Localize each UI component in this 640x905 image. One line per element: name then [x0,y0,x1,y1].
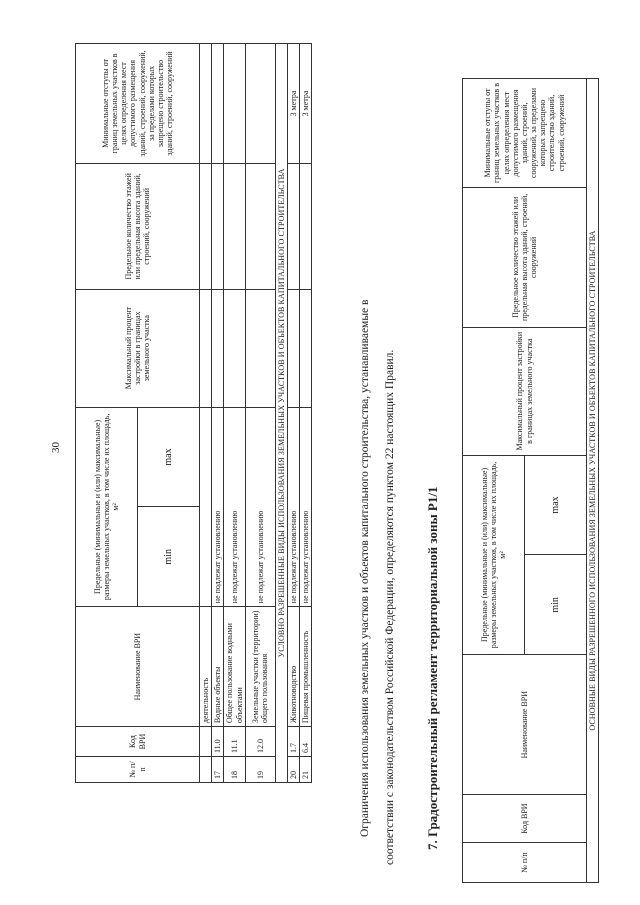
header-min: min [525,555,587,655]
header-floors: Предельное количество этажей или предельная высота зданий, строений, сооружений [463,187,587,327]
section-heading: 7. Градостроительный регламент территориальной зоны Р1/1 [425,486,440,850]
continuation-cell: деятельность [200,607,212,727]
section-conditional: УСЛОВНО РАЗРЕШЕННЫЕ ВИДЫ ИСПОЛЬЗОВАНИЯ ЗЕМЕЛЬНЫХ УЧАСТКОВ И ОБЪЕКТОВ КАПИТАЛЬНОГО СТРОИТЕЛЬСТВА [275,44,287,783]
table-row: 18 11.1 Общее пользование водными объектами не подлежат установлению [224,44,245,783]
header-num: № п/п [463,843,587,883]
section-main: ОСНОВНЫЕ ВИДЫ РАЗРЕШЕННОГО ИСПОЛЬЗОВАНИЯ ЗЕМЕЛЬНЫХ УЧАСТКОВ И ОБЪЕКТОВ КАПИТАЛЬНОГО СТРОИТЕЛЬСТВА [587,79,599,883]
header-build-percent: Максимальный процент застройки в границах земельного участка [76,289,200,407]
header-code: Код ВРИ [463,795,587,843]
header-size: Предельные (минимальные и (или) максимальные) размеры земельных участков, в том числе их площадь, м² [463,455,525,655]
table-row: 17 11.0 Водные объекты не подлежат установлению [212,44,224,783]
regulation-table-2 [462,78,599,883]
header-max: max [525,455,587,555]
table-row: 19 12.0 Земельные участки (территории) общего пользования не подлежат установлению [245,44,275,783]
header-min: min [138,507,200,607]
header-indent: Минимальные отступы от границ земельных участков в целях определения мест допустимого размещения зданий, строений, сооружений, за пределами которых запрещено строительство зданий, строений, сооружений [76,44,200,164]
header-indent: Минимальные отступы от границ земельных участков в целях определения мест допустимого размещения зданий, строений, сооружений, за пределами которых запрещено строительство зданий, строений, сооружений [463,79,587,188]
regulation-table-1 [75,43,312,783]
header-name: Наименование ВРИ [463,655,587,795]
table-row: 20 1.7 Животноводство не подлежат установлению 3 метра [287,44,299,783]
header-num: № п/п [76,757,200,783]
page-number: 30 [50,442,62,453]
table-row: 21 6.4 Пищевая промышленность не подлежат установлению 3 метра [300,44,312,783]
header-size: Предельные (минимальные и (или) максимальные) размеры земельных участков, в том числе их площадь, м² [76,407,138,607]
header-floors: Предельное количество этажей или предельная высота зданий, строений, сооружений [76,163,200,289]
restrictions-paragraph: Ограничения использования земельных участков и объектов капитального строительства, устанавливаемые в соответствии с законодательством Российской Федерации, определяются пунктом 22 настоящих Правил. [359,299,397,865]
header-max: max [138,407,200,507]
header-build-percent: Максимальный процент застройки в границах земельного участка [463,327,587,455]
header-code: Код ВРИ [76,727,200,757]
header-name: Наименование ВРИ [76,607,200,727]
